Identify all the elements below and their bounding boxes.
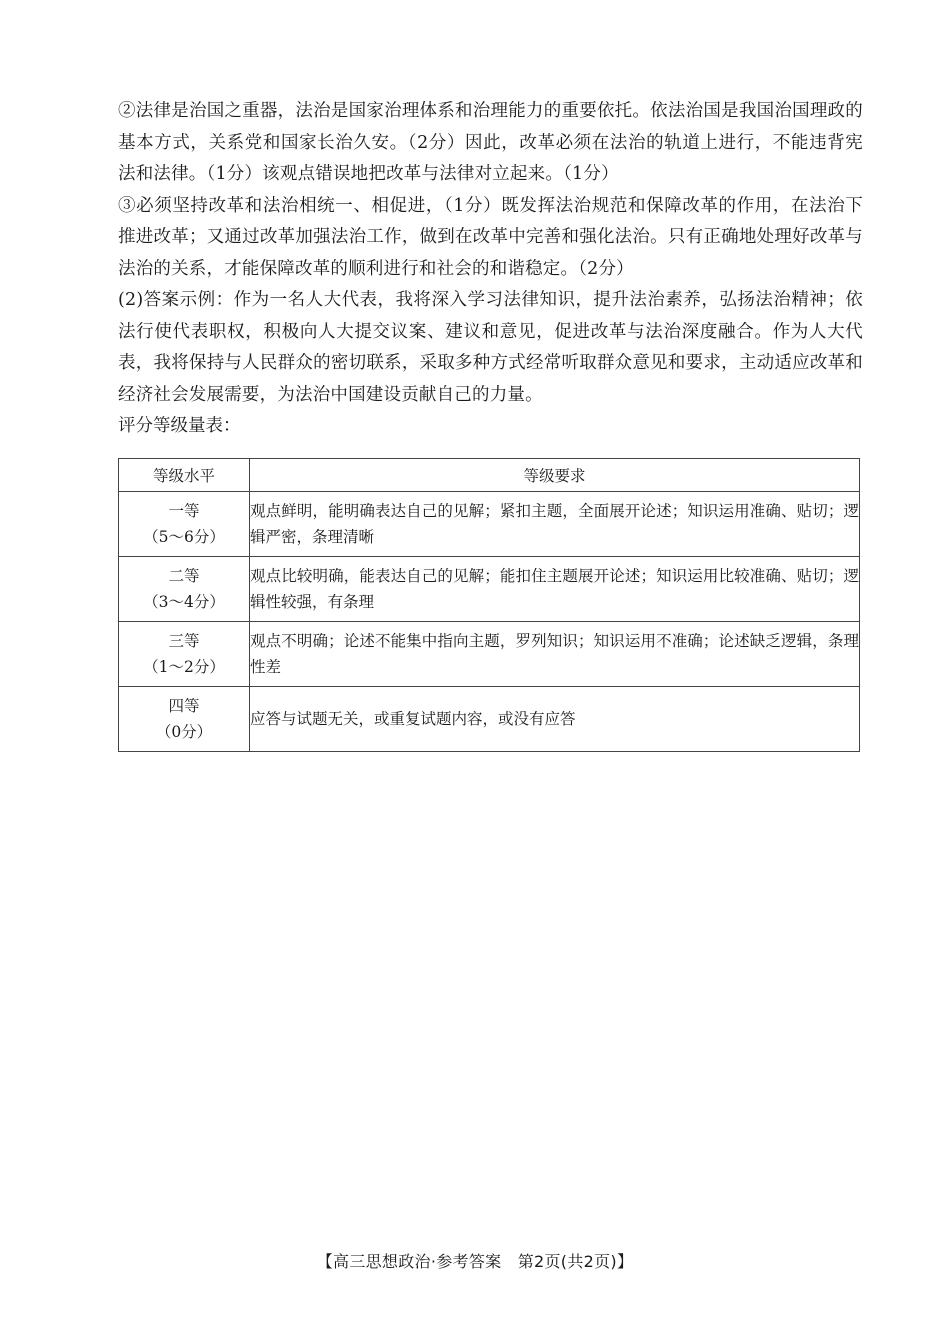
requirement-cell: 观点不明确；论述不能集中指向主题，罗列知识；知识运用不准确；论述缺乏逻辑，条理性差	[250, 622, 860, 687]
requirement-cell: 观点鲜明，能明确表达自己的见解；紧扣主题，全面展开论述；知识运用准确、贴切；逻辑严密，条理清晰	[250, 492, 860, 557]
level-score: （1～2分）	[143, 658, 225, 676]
level-name: 一等	[168, 502, 200, 520]
level-name: 三等	[168, 632, 200, 650]
level-cell	[119, 557, 250, 622]
header-level: 等级水平	[119, 459, 250, 492]
grading-scale-table	[118, 458, 860, 752]
table-row	[119, 557, 860, 622]
page-footer: 【高三思想政治·参考答案 第2页(共2页)】	[316, 1252, 634, 1271]
answer-paragraph-2: ②法律是治国之重器，法治是国家治理体系和治理能力的重要依托。依法治国是我国治国理政的基本方式，关系党和国家长治久安。（2分）因此，改革必须在法治的轨道上进行，不能违背宪法和法律。（1分）该观点错误地把改革与法律对立起来。（1分）	[118, 101, 863, 184]
level-cell	[119, 622, 250, 687]
answer-body	[118, 96, 863, 443]
level-name: 四等	[168, 697, 200, 715]
level-score: （0分）	[155, 723, 213, 741]
level-cell	[119, 687, 250, 752]
table-row	[119, 492, 860, 557]
requirement-cell: 应答与试题无关，或重复试题内容，或没有应答	[250, 687, 860, 752]
header-requirement: 等级要求	[250, 459, 860, 492]
answer-paragraph-example: (2)答案示例：作为一名人大代表，我将深入学习法律知识，提升法治素养，弘扬法治精神；依法行使代表职权，积极向人大提交议案、建议和意见，促进改革与法治深度融合。作为人大代表，我将保持与人民群众的密切联系，采取多种方式经常听取群众意见和要求，主动适应改革和经济社会发展需要，为法治中国建设贡献自己的力量。	[118, 290, 863, 405]
table-row	[119, 622, 860, 687]
table-row	[119, 687, 860, 752]
level-score: （3～4分）	[143, 593, 225, 611]
scale-title: 评分等级量表：	[118, 416, 241, 436]
level-score: （5～6分）	[143, 528, 225, 546]
level-cell	[119, 492, 250, 557]
requirement-cell: 观点比较明确，能表达自己的见解；能扣住主题展开论述；知识运用比较准确、贴切；逻辑性较强，有条理	[250, 557, 860, 622]
table-header-row	[119, 459, 860, 492]
answer-paragraph-3: ③必须坚持改革和法治相统一、相促进，（1分）既发挥法治规范和保障改革的作用，在法治下推进改革；又通过改革加强法治工作，做到在改革中完善和强化法治。只有正确地处理好改革与法治的关系，才能保障改革的顺利进行和社会的和谐稳定。（2分）	[118, 195, 863, 279]
level-name: 二等	[168, 567, 200, 585]
